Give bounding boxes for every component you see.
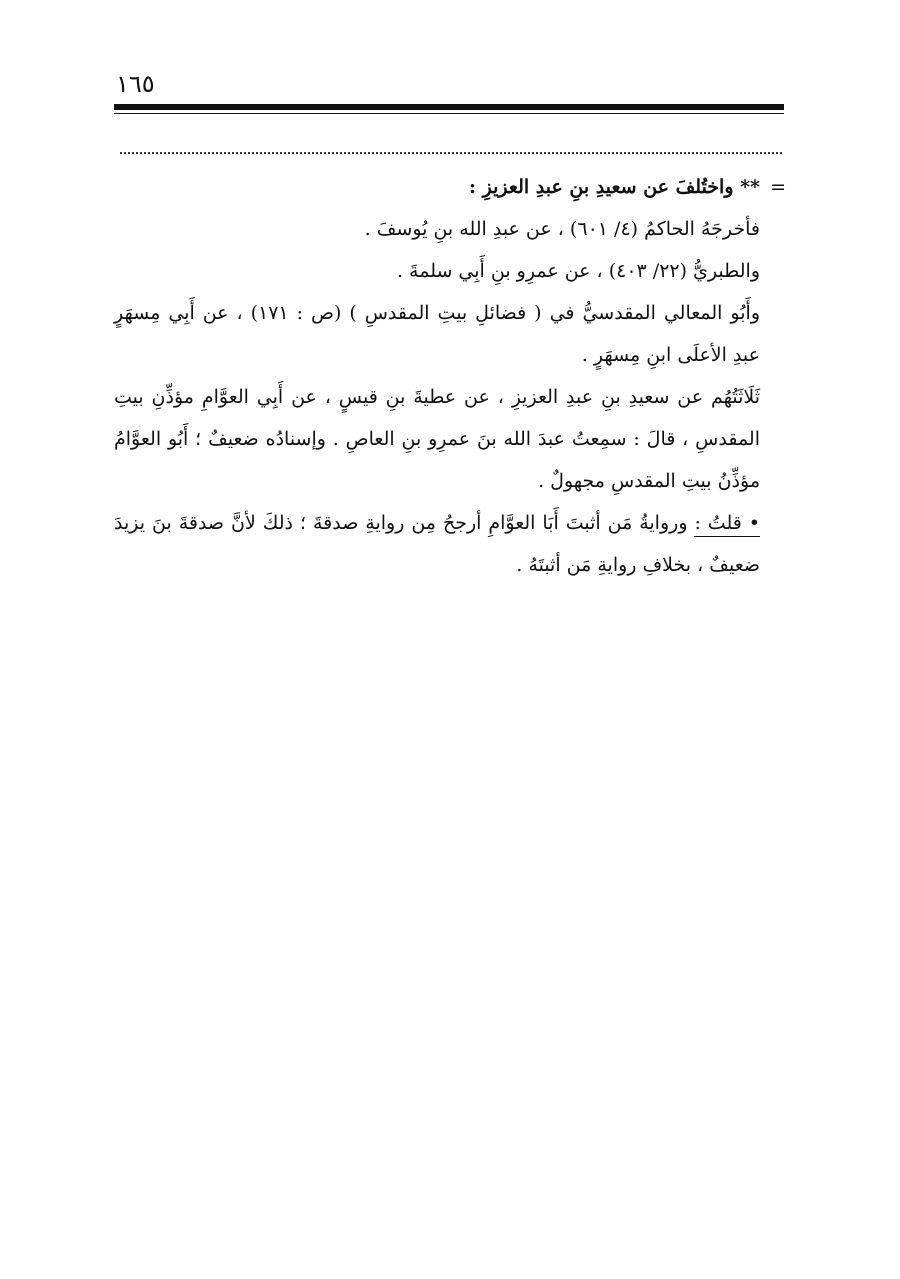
continuation-mark: = bbox=[770, 176, 786, 198]
header-rule-thick bbox=[114, 104, 784, 110]
paragraph-4: وأَبُو المعالي المقدسيُّ في ( فضائلِ بيتِ المقدسِ ) (ص : ١٧١) ، عن أَبِي مِسهَرٍ عبدِ الأعلَى ابنِ مِسهَرٍ . bbox=[114, 302, 760, 366]
header-rule-thin bbox=[114, 113, 784, 114]
paragraph-2: فأخرجَهُ الحاكمُ (٤/ ٦٠١) ، عن عبدِ الله بنِ يُوسفَ . bbox=[364, 218, 760, 240]
paragraph-1 bbox=[114, 166, 786, 208]
footnote-body bbox=[114, 166, 786, 586]
paragraph-5: ثَلَاثَتُهُم عن سعيدِ بنِ عبدِ العزيزِ ، عن عطيةَ بنِ قيسٍ ، عن أَبِي العوَّامِ مؤذِّنِ بيتِ المقدسِ ، قالَ : سمِعتُ عبدَ الله بنَ عمرِو بنِ العاصِ . وإسنادُه ضعيفٌ ؛ أَبُو العوَّامُ مؤذِّنُ بيتِ المقدسِ مجهولٌ . bbox=[114, 386, 760, 492]
paragraph-6 bbox=[114, 502, 782, 586]
dotted-separator bbox=[120, 152, 782, 154]
paragraph-1-text: ** واختُلفَ عن سعيدِ بنِ عبدِ العزيزِ : bbox=[469, 176, 760, 198]
page-number: ١٦٥ bbox=[116, 70, 155, 98]
paragraph-6-text: وروايةُ مَن أثبتَ أَبَا العوَّامِ أرجحُ مِن روايةِ صدقةَ ؛ ذلكَ لأنَّ صدقةَ بنَ يزيدَ ضعيفٌ ، بخلافِ روايةِ مَن أثبتَهُ . bbox=[114, 512, 760, 576]
paragraph-6-label: • قلتُ : bbox=[694, 512, 760, 537]
paragraph-3: والطبريُّ (٢٢/ ٤٠٣) ، عن عمرِو بنِ أَبِي سلمةَ . bbox=[396, 260, 760, 282]
